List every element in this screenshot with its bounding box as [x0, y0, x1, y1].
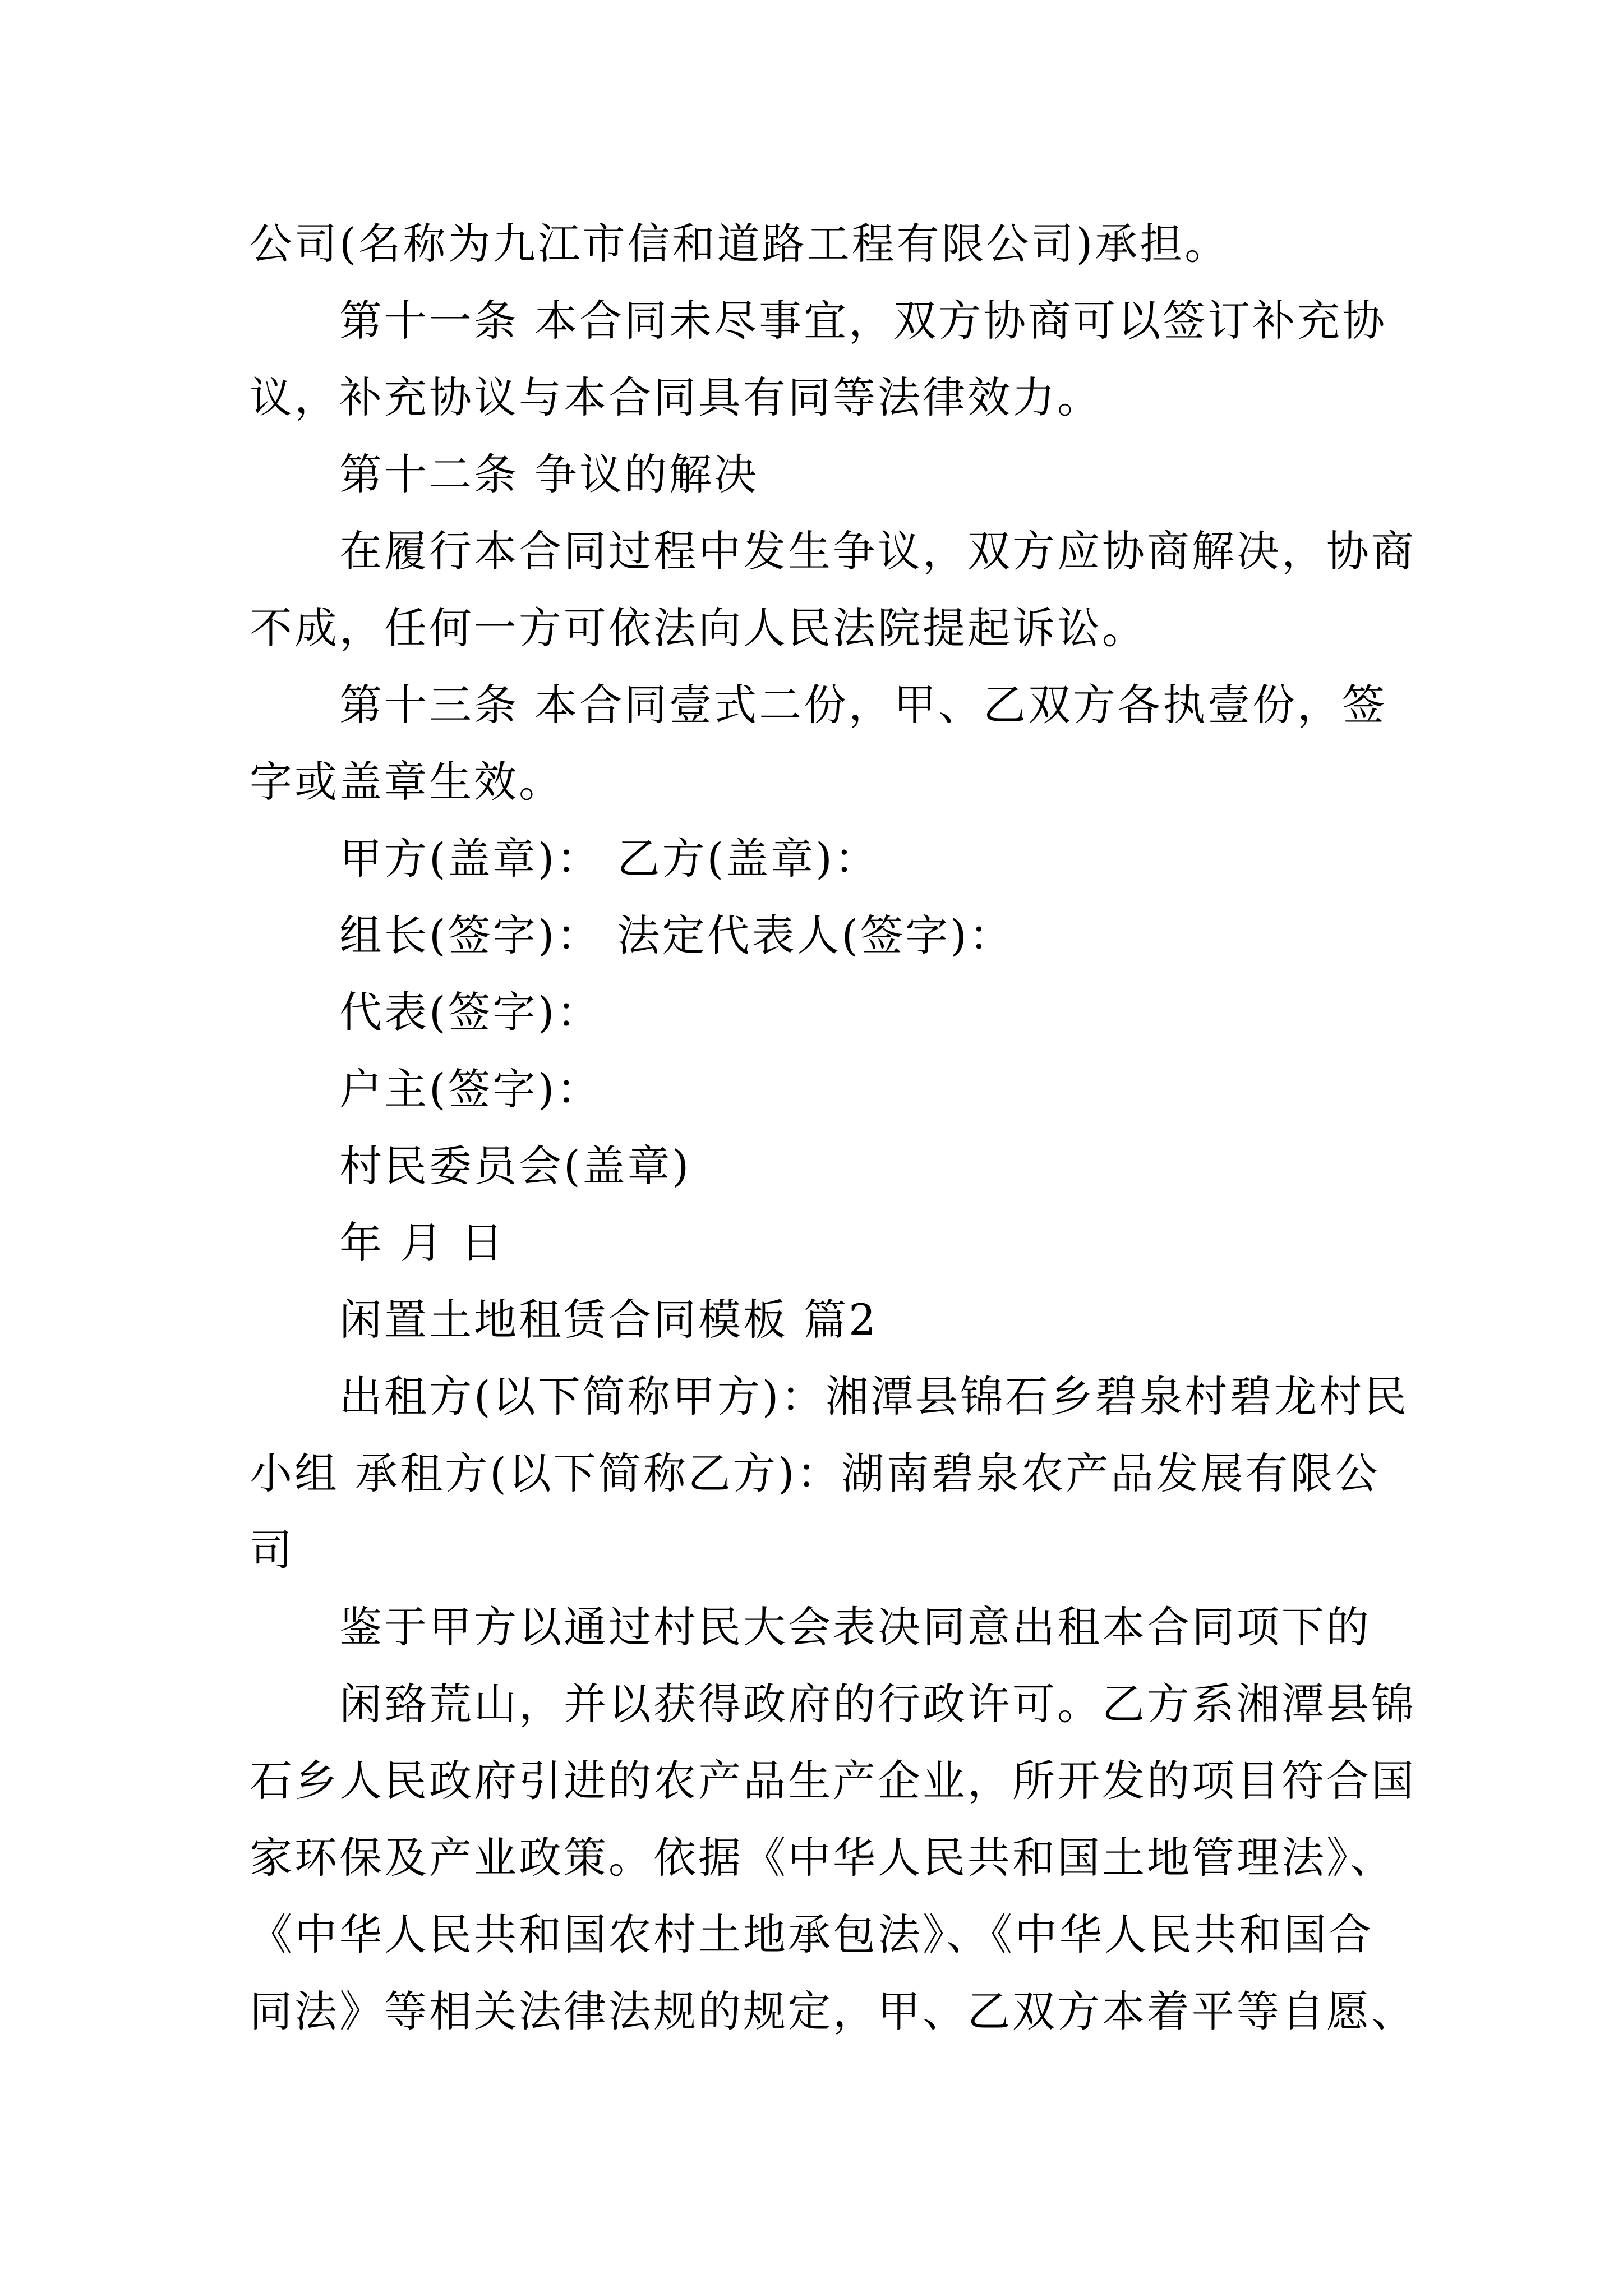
text-line: 公司(名称为九江市信和道路工程有限公司)承担。: [250, 219, 1230, 269]
text-line: 村民委员会(盖章): [339, 1141, 691, 1191]
text-line: 在履行本合同过程中发生争议，双方应协商解决，协商: [339, 526, 1416, 576]
text-line: 石乡人民政府引进的农产品生产企业，所开发的项目符合国: [250, 1756, 1416, 1806]
text-line: 户主(签字)：: [339, 1064, 602, 1114]
text-line: 字或盖章生效。: [250, 757, 564, 807]
text-line: 闲臵荒山，并以获得政府的行政许可。乙方系湘潭县锦: [339, 1679, 1416, 1729]
text-line: 第十三条 本合同壹式二份，甲、乙双方各执壹份，签: [339, 680, 1387, 730]
text-line: 第十二条 争议的解决: [339, 449, 759, 499]
text-line: 司: [250, 1525, 294, 1575]
text-line: 家环保及产业政策。依据《中华人民共和国土地管理法》、: [250, 1833, 1395, 1883]
text-line: 鉴于甲方以通过村民大会表决同意出租本合同项下的: [339, 1602, 1371, 1652]
text-line: 代表(签字)：: [339, 987, 602, 1037]
text-line: 小组 承租方(以下简称乙方)：湖南碧泉农产品发展有限公: [250, 1448, 1380, 1498]
text-line: 出租方(以下简称甲方)：湘潭县锦石乡碧泉村碧龙村民: [339, 1372, 1409, 1421]
text-line: 第十一条 本合同未尽事宜，双方协商可以签订补充协: [339, 296, 1387, 346]
text-line: 组长(签字)： 法定代表人(签字)：: [339, 910, 1014, 960]
text-line: 同法》等相关法律法规的规定，甲、乙双方本着平等自愿、: [250, 1986, 1416, 2036]
text-line: 议，补充协议与本合同具有同等法律效力。: [250, 372, 1102, 422]
text-line: 《中华人民共和国农村土地承包法》、《中华人民共和国合: [250, 1910, 1373, 1959]
text-line: 甲方(盖章)： 乙方(盖章)：: [339, 834, 879, 884]
text-line: 年 月 日: [339, 1218, 506, 1268]
text-line: 不成，任何一方可依法向人民法院提起诉讼。: [250, 603, 1147, 653]
section-heading: 闲置土地租赁合同模板 篇2: [339, 1295, 878, 1345]
